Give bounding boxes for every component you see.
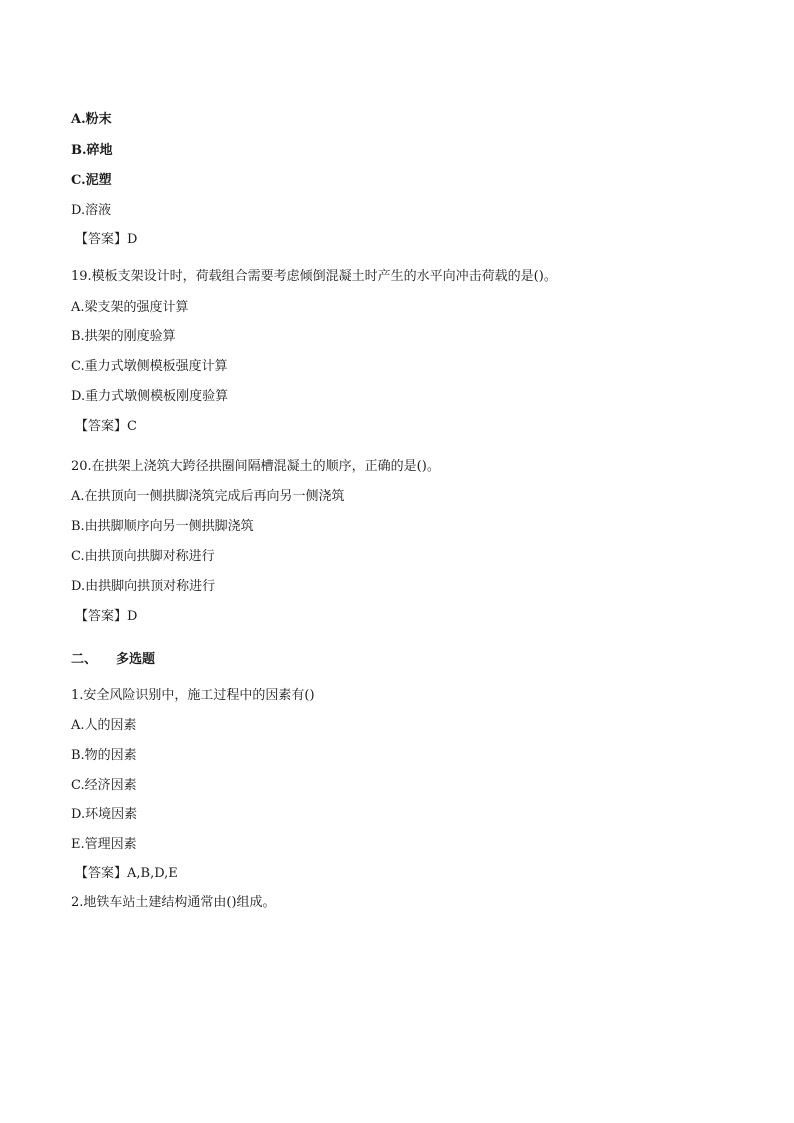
- multi-question-1: 1.安全风险识别中，施工过程中的因素有(): [71, 688, 315, 703]
- q19-answer: 【答案】C: [75, 419, 137, 434]
- q20-option-d: D.由拱脚向拱顶对称进行: [71, 579, 216, 594]
- option-a: A.粉末: [71, 112, 112, 127]
- q20-option-c: C.由拱顶向拱脚对称进行: [71, 549, 215, 564]
- question-19: 19.模板支架设计时，荷载组合需要考虑倾倒混凝土时产生的水平向冲击荷载的是()。: [71, 269, 557, 284]
- q19-option-b: B.拱架的刚度验算: [71, 329, 176, 344]
- q19-option-a: A.梁支架的强度计算: [71, 300, 189, 315]
- q20-option-b: B.由拱脚顺序向另一侧拱脚浇筑: [71, 519, 254, 534]
- q19-option-c: C.重力式墩侧模板强度计算: [71, 359, 228, 374]
- m1-option-a: A.人的因素: [71, 718, 137, 733]
- option-c: C.泥塑: [71, 173, 112, 188]
- q20-option-a: A.在拱顶向一侧拱脚浇筑完成后再向另一侧浇筑: [71, 489, 345, 504]
- m1-option-d: D.环境因素: [71, 807, 138, 822]
- option-d: D.溶液: [71, 203, 112, 218]
- m1-answer: 【答案】A,B,D,E: [75, 866, 178, 881]
- q19-option-d: D.重力式墩侧模板刚度验算: [71, 389, 229, 404]
- m1-option-e: E.管理因素: [71, 837, 137, 852]
- multi-question-2: 2.地铁车站土建结构通常由()组成。: [71, 895, 276, 910]
- section-number: 二、: [71, 652, 98, 667]
- option-b: B.碎地: [71, 143, 113, 158]
- section-title: 多选题: [116, 652, 156, 667]
- question-20: 20.在拱架上浇筑大跨径拱圈间隔槽混凝土的顺序，正确的是()。: [71, 459, 440, 474]
- section-heading: [71, 651, 155, 669]
- q20-answer: 【答案】D: [75, 609, 138, 624]
- answer: 【答案】D: [75, 232, 138, 247]
- m1-option-b: B.物的因素: [71, 748, 137, 763]
- m1-option-c: C.经济因素: [71, 778, 137, 793]
